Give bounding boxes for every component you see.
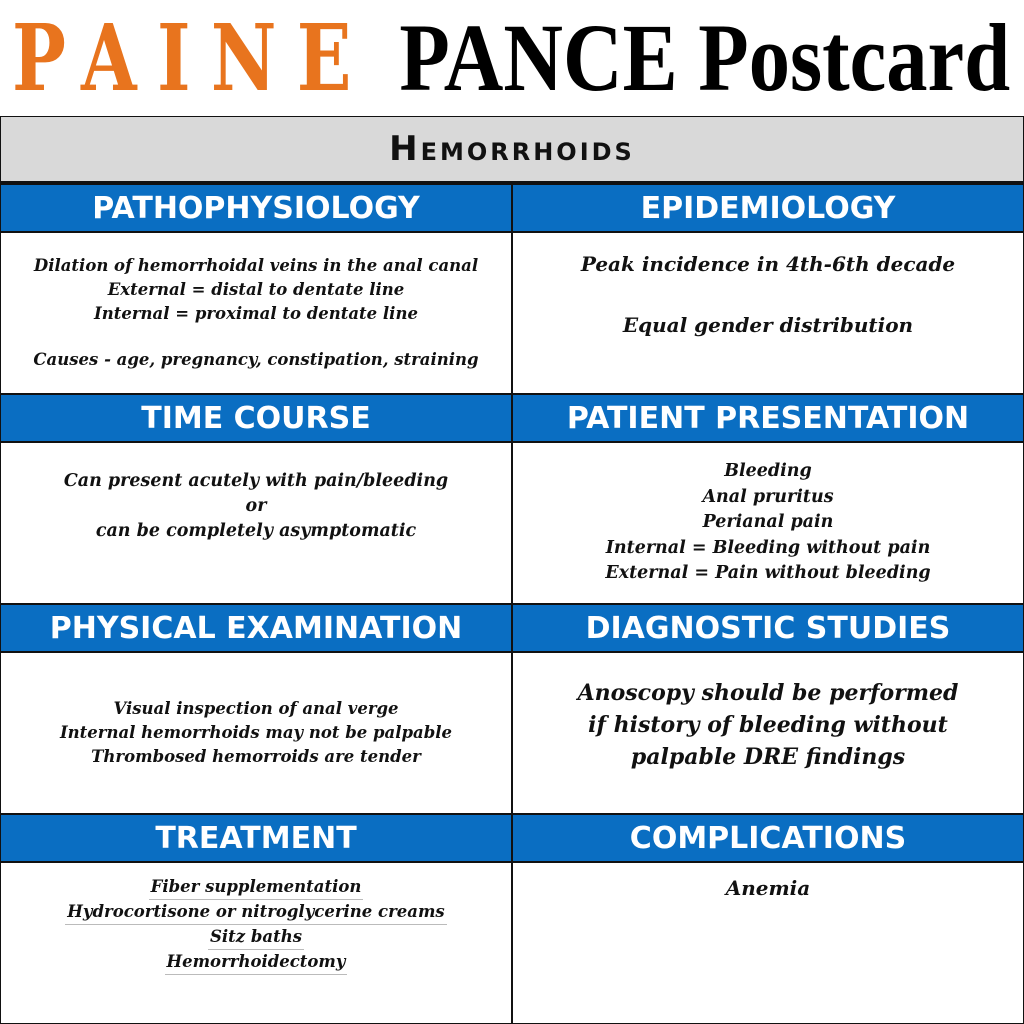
treatment-line: Hemorrhoidectomy [165,950,348,975]
complications-line: Anemia [725,876,811,900]
presentation-line: Internal = Bleeding without pain [605,537,931,558]
diagnostic-line: if history of bleeding without [588,712,948,738]
brand-logo: PAINE [12,4,372,112]
postcard [0,116,1024,1024]
pathophysiology-line: Internal = proximal to dentate line [94,304,418,323]
treatment-body [1,863,511,1021]
diagnostic-line: Anoscopy should be performed [577,680,959,706]
epidemiology-heading: EPIDEMIOLOGY [513,183,1023,233]
column-divider [511,183,513,1023]
treatment-line: Fiber supplementation [149,875,364,900]
time-course-line: can be completely asymptomatic [95,521,417,541]
patient-presentation-body [513,443,1023,603]
treatment-heading: TREATMENT [1,813,511,863]
presentation-line: Perianal pain [702,512,834,533]
physical-examination-heading: PHYSICAL EXAMINATION [1,603,511,653]
treatment-line: Hydrocortisone or nitroglycerine creams [65,900,446,925]
presentation-line: Bleeding [724,461,812,482]
epidemiology-line: Peak incidence in 4th-6th decade [580,252,956,276]
time-course-line: or [245,496,267,516]
physical-exam-line: Thrombosed hemorroids are tender [91,747,421,766]
complications-body [513,863,1023,1021]
physical-exam-line: Visual inspection of anal verge [113,699,399,718]
time-course-heading: TIME COURSE [1,393,511,443]
physical-exam-line: Internal hemorrhoids may not be palpable [59,723,453,742]
pathophysiology-body [1,233,511,393]
diagnostic-studies-body [513,653,1023,813]
pathophysiology-line: External = distal to dentate line [107,280,405,299]
treatment-line: Sitz baths [208,925,304,950]
topic-title: Hemorrhoids [1,117,1023,183]
diagnostic-studies-heading: DIAGNOSTIC STUDIES [513,603,1023,653]
diagnostic-line: palpable DRE findings [630,744,906,770]
presentation-line: External = Pain without bleeding [605,563,931,584]
pathophysiology-line: Dilation of hemorrhoidal veins in the anal canal [33,256,479,275]
complications-heading: COMPLICATIONS [513,813,1023,863]
time-course-body [1,443,511,603]
pathophysiology-causes: Causes - age, pregnancy, constipation, straining [33,350,479,369]
physical-examination-body [1,653,511,813]
pathophysiology-heading: PATHOPHYSIOLOGY [1,183,511,233]
time-course-line: Can present acutely with pain/bleeding [63,471,449,491]
page-title: PANCE Postcard [399,4,1010,111]
presentation-line: Anal pruritus [702,486,834,507]
page-header [0,0,1024,116]
epidemiology-body [513,233,1023,393]
patient-presentation-heading: PATIENT PRESENTATION [513,393,1023,443]
epidemiology-line: Equal gender distribution [622,313,914,337]
